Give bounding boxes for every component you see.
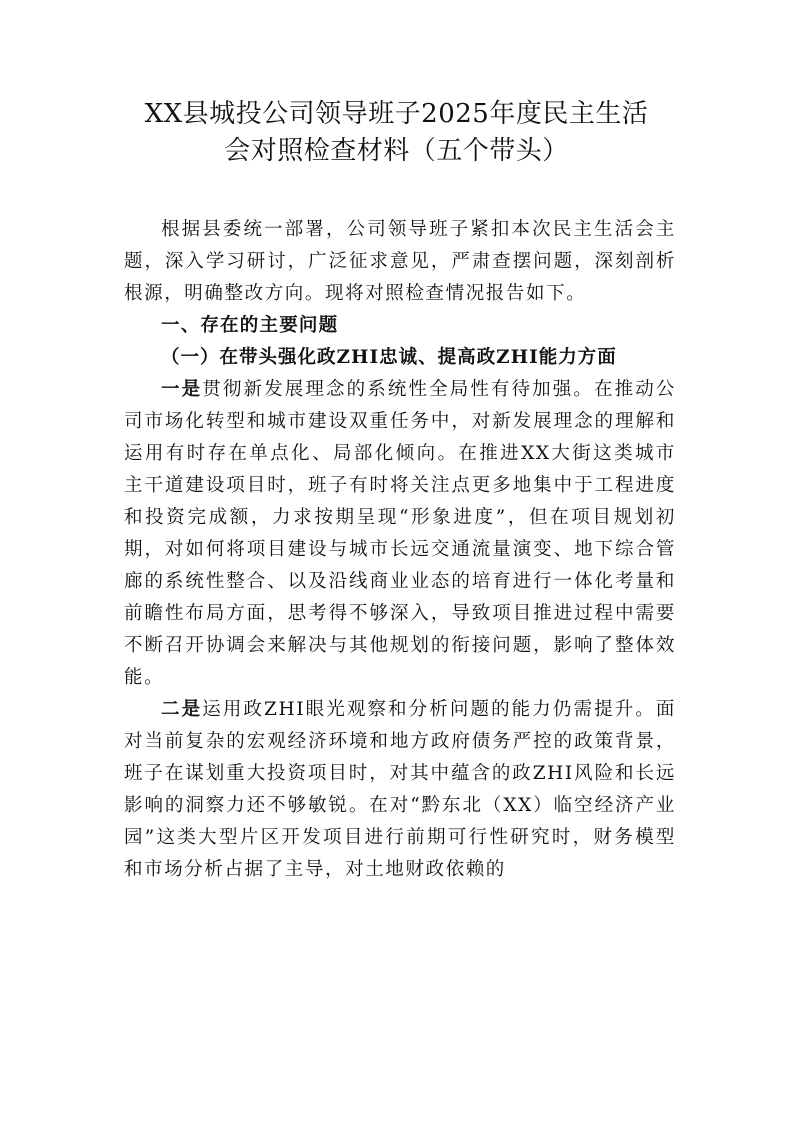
- intro-paragraph: 根据县委统一部署，公司领导班子紧扣本次民主生活会主题，深入学习研讨，广泛征求意见，严肃查摆问题，深刻剖析根源，明确整改方向。现将对照检查情况报告如下。: [124, 219, 676, 304]
- document-body: [124, 214, 676, 886]
- point-1-paragraph: [124, 374, 676, 694]
- point-1-lead: 一是: [161, 379, 203, 400]
- point-2-paragraph: [124, 694, 676, 886]
- title-line-1: XX县城投公司领导班子2025年度民主生活: [144, 99, 649, 129]
- title-line-2: 会对照检查材料（五个带头）: [224, 136, 569, 166]
- point-1-text: 贯彻新发展理念的系统性全局性有待加强。在推动公司市场化转型和城市建设双重任务中，对新发展理念的理解和运用有时存在单点化、局部化倾向。在推进XX大街这类城市主干道建设项目时，班子有时将关注点更多地集中于工程进度和投资完成额，力求按期呈现“形象进度”，但在项目规划初期，对如何将项目建设与城市长远交通流量演变、地下综合管廊的系统性整合、以及沿线商业业态的培育进行一体化考量和前瞻性布局方面，思考得不够深入，导致项目推进过程中需要不断召开协调会来解决与其他规划的衔接问题，影响了整体效能。: [124, 379, 676, 688]
- point-2-text: 运用政ZHI眼光观察和分析问题的能力仍需提升。面对当前复杂的宏观经济环境和地方政府债务严控的政策背景，班子在谋划重大投资项目时，对其中蕴含的政ZHI风险和长远影响的洞察力还不够敏锐。在对“黔东北（XX）临空经济产业园”这类大型片区开发项目进行前期可行性研究时，财务模型和市场分析占据了主导，对土地财政依赖的: [124, 699, 677, 880]
- document-title: [100, 96, 693, 170]
- section-subheading: （一）在带头强化政ZHI忠诚、提高政ZHI能力方面: [161, 347, 617, 368]
- section-heading: 一、存在的主要问题: [161, 315, 339, 336]
- point-2-lead: 二是: [161, 699, 203, 720]
